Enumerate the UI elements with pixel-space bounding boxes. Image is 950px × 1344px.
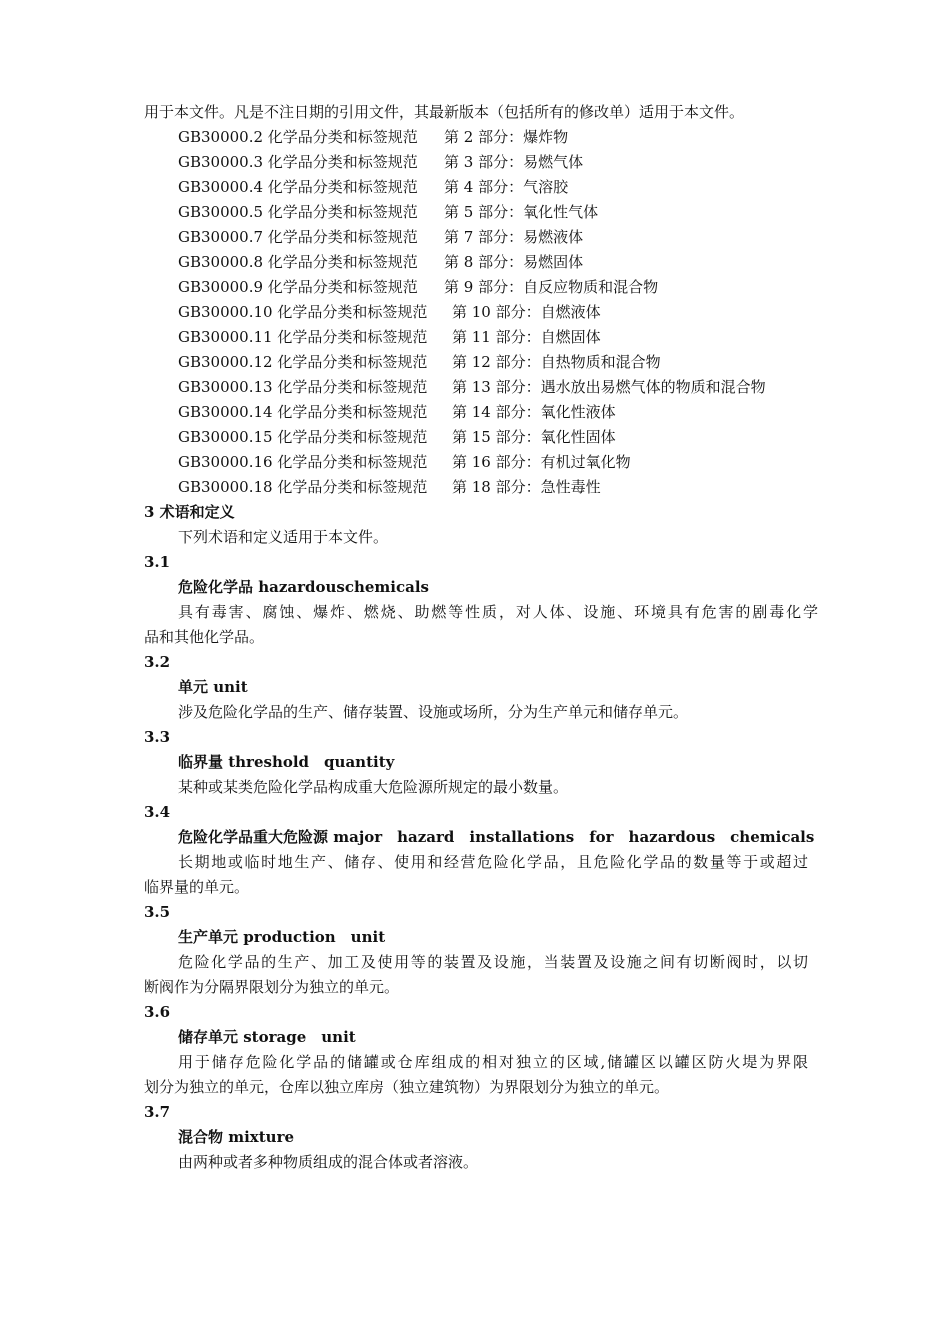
definition-line: 用于储存危险化学品的储罐或仓库组成的相对独立的区域,储罐区以罐区防火堤为界限 xyxy=(178,1053,808,1071)
term-number: 3.1 xyxy=(144,553,171,571)
definition-line: 危险化学品的生产、加工及使用等的装置及设施，当装置及设施之间有切断阀时，以切 xyxy=(178,953,808,971)
reference-part: 第 16 部分：有机过氧化物 xyxy=(452,453,631,471)
reference-part: 第 8 部分：易燃固体 xyxy=(444,253,584,271)
reference-item xyxy=(178,202,599,222)
term-number: 3.7 xyxy=(144,1103,171,1121)
section-intro: 下列术语和定义适用于本文件。 xyxy=(178,528,389,546)
reference-item xyxy=(178,352,661,372)
reference-item xyxy=(178,227,584,247)
term-title: 危险化学品 hazardouschemicals xyxy=(178,578,429,596)
reference-code: GB30000.14 化学品分类和标签规范 xyxy=(178,403,428,421)
term-title: 储存单元 storage unit xyxy=(178,1028,356,1046)
term-number: 3.3 xyxy=(144,728,171,746)
term-title: 临界量 threshold quantity xyxy=(178,753,395,771)
term-definition xyxy=(178,952,808,972)
reference-part: 第 7 部分：易燃液体 xyxy=(444,228,584,246)
definition-line: 具有毒害、腐蚀、爆炸、燃烧、助燃等性质，对人体、设施、环境具有危害的剧毒化学 xyxy=(178,603,818,621)
definition-line: 划分为独立的单元，仓库以独立库房（独立建筑物）为界限划分为独立的单元。 xyxy=(144,1078,670,1096)
reference-item xyxy=(178,402,616,422)
reference-part: 第 11 部分：自燃固体 xyxy=(452,328,601,346)
reference-item xyxy=(178,127,569,147)
reference-code: GB30000.4 化学品分类和标签规范 xyxy=(178,178,418,196)
reference-part: 第 12 部分：自热物质和混合物 xyxy=(452,353,661,371)
reference-code: GB30000.3 化学品分类和标签规范 xyxy=(178,153,418,171)
reference-code: GB30000.5 化学品分类和标签规范 xyxy=(178,203,418,221)
reference-part: 第 5 部分：氧化性气体 xyxy=(444,203,599,221)
reference-item xyxy=(178,427,616,447)
reference-item xyxy=(178,377,766,397)
term-title: 危险化学品重大危险源 major hazard installations for hazardous chemicals xyxy=(178,828,815,846)
reference-code: GB30000.18 化学品分类和标签规范 xyxy=(178,478,428,496)
reference-code: GB30000.16 化学品分类和标签规范 xyxy=(178,453,428,471)
term-number: 3.4 xyxy=(144,803,171,821)
definition-line: 临界量的单元。 xyxy=(144,878,250,896)
reference-part: 第 14 部分：氧化性液体 xyxy=(452,403,616,421)
definition-line: 由两种或者多种物质组成的混合体或者溶液。 xyxy=(178,1153,479,1171)
reference-code: GB30000.11 化学品分类和标签规范 xyxy=(178,328,428,346)
reference-code: GB30000.9 化学品分类和标签规范 xyxy=(178,278,418,296)
term-number: 3.5 xyxy=(144,903,171,921)
term-title: 生产单元 production unit xyxy=(178,928,386,946)
definition-line: 某种或某类危险化学品构成重大危险源所规定的最小数量。 xyxy=(178,778,569,796)
reference-item xyxy=(178,177,569,197)
section-heading: 3 术语和定义 xyxy=(144,503,235,521)
definition-line: 涉及危险化学品的生产、储存装置、设施或场所，分为生产单元和储存单元。 xyxy=(178,703,689,721)
reference-item xyxy=(178,252,584,272)
term-definition xyxy=(178,852,808,872)
term-definition xyxy=(178,1052,808,1072)
intro-line: 用于本文件。凡是不注日期的引用文件，其最新版本（包括所有的修改单）适用于本文件。 xyxy=(144,103,745,121)
reference-code: GB30000.2 化学品分类和标签规范 xyxy=(178,128,418,146)
reference-part: 第 13 部分：遇水放出易燃气体的物质和混合物 xyxy=(452,378,766,396)
reference-item xyxy=(178,152,584,172)
term-number: 3.2 xyxy=(144,653,171,671)
reference-part: 第 9 部分：自反应物质和混合物 xyxy=(444,278,659,296)
reference-part: 第 15 部分：氧化性固体 xyxy=(452,428,616,446)
reference-item xyxy=(178,477,601,497)
reference-item xyxy=(178,327,601,347)
term-title: 单元 unit xyxy=(178,678,248,696)
reference-part: 第 3 部分：易燃气体 xyxy=(444,153,584,171)
reference-code: GB30000.7 化学品分类和标签规范 xyxy=(178,228,418,246)
reference-part: 第 2 部分：爆炸物 xyxy=(444,128,569,146)
reference-part: 第 10 部分：自燃液体 xyxy=(452,303,601,321)
term-number: 3.6 xyxy=(144,1003,171,1021)
reference-code: GB30000.10 化学品分类和标签规范 xyxy=(178,303,428,321)
definition-line: 断阀作为分隔界限划分为独立的单元。 xyxy=(144,978,400,996)
reference-item xyxy=(178,277,659,297)
reference-code: GB30000.13 化学品分类和标签规范 xyxy=(178,378,428,396)
reference-code: GB30000.15 化学品分类和标签规范 xyxy=(178,428,428,446)
definition-line: 品和其他化学品。 xyxy=(144,628,265,646)
reference-part: 第 4 部分：气溶胶 xyxy=(444,178,569,196)
term-definition xyxy=(178,602,818,622)
reference-item xyxy=(178,452,631,472)
definition-line: 长期地或临时地生产、储存、使用和经营危险化学品，且危险化学品的数量等于或超过 xyxy=(178,853,808,871)
term-title: 混合物 mixture xyxy=(178,1128,295,1146)
reference-item xyxy=(178,302,601,322)
reference-code: GB30000.12 化学品分类和标签规范 xyxy=(178,353,428,371)
reference-code: GB30000.8 化学品分类和标签规范 xyxy=(178,253,418,271)
reference-part: 第 18 部分：急性毒性 xyxy=(452,478,601,496)
